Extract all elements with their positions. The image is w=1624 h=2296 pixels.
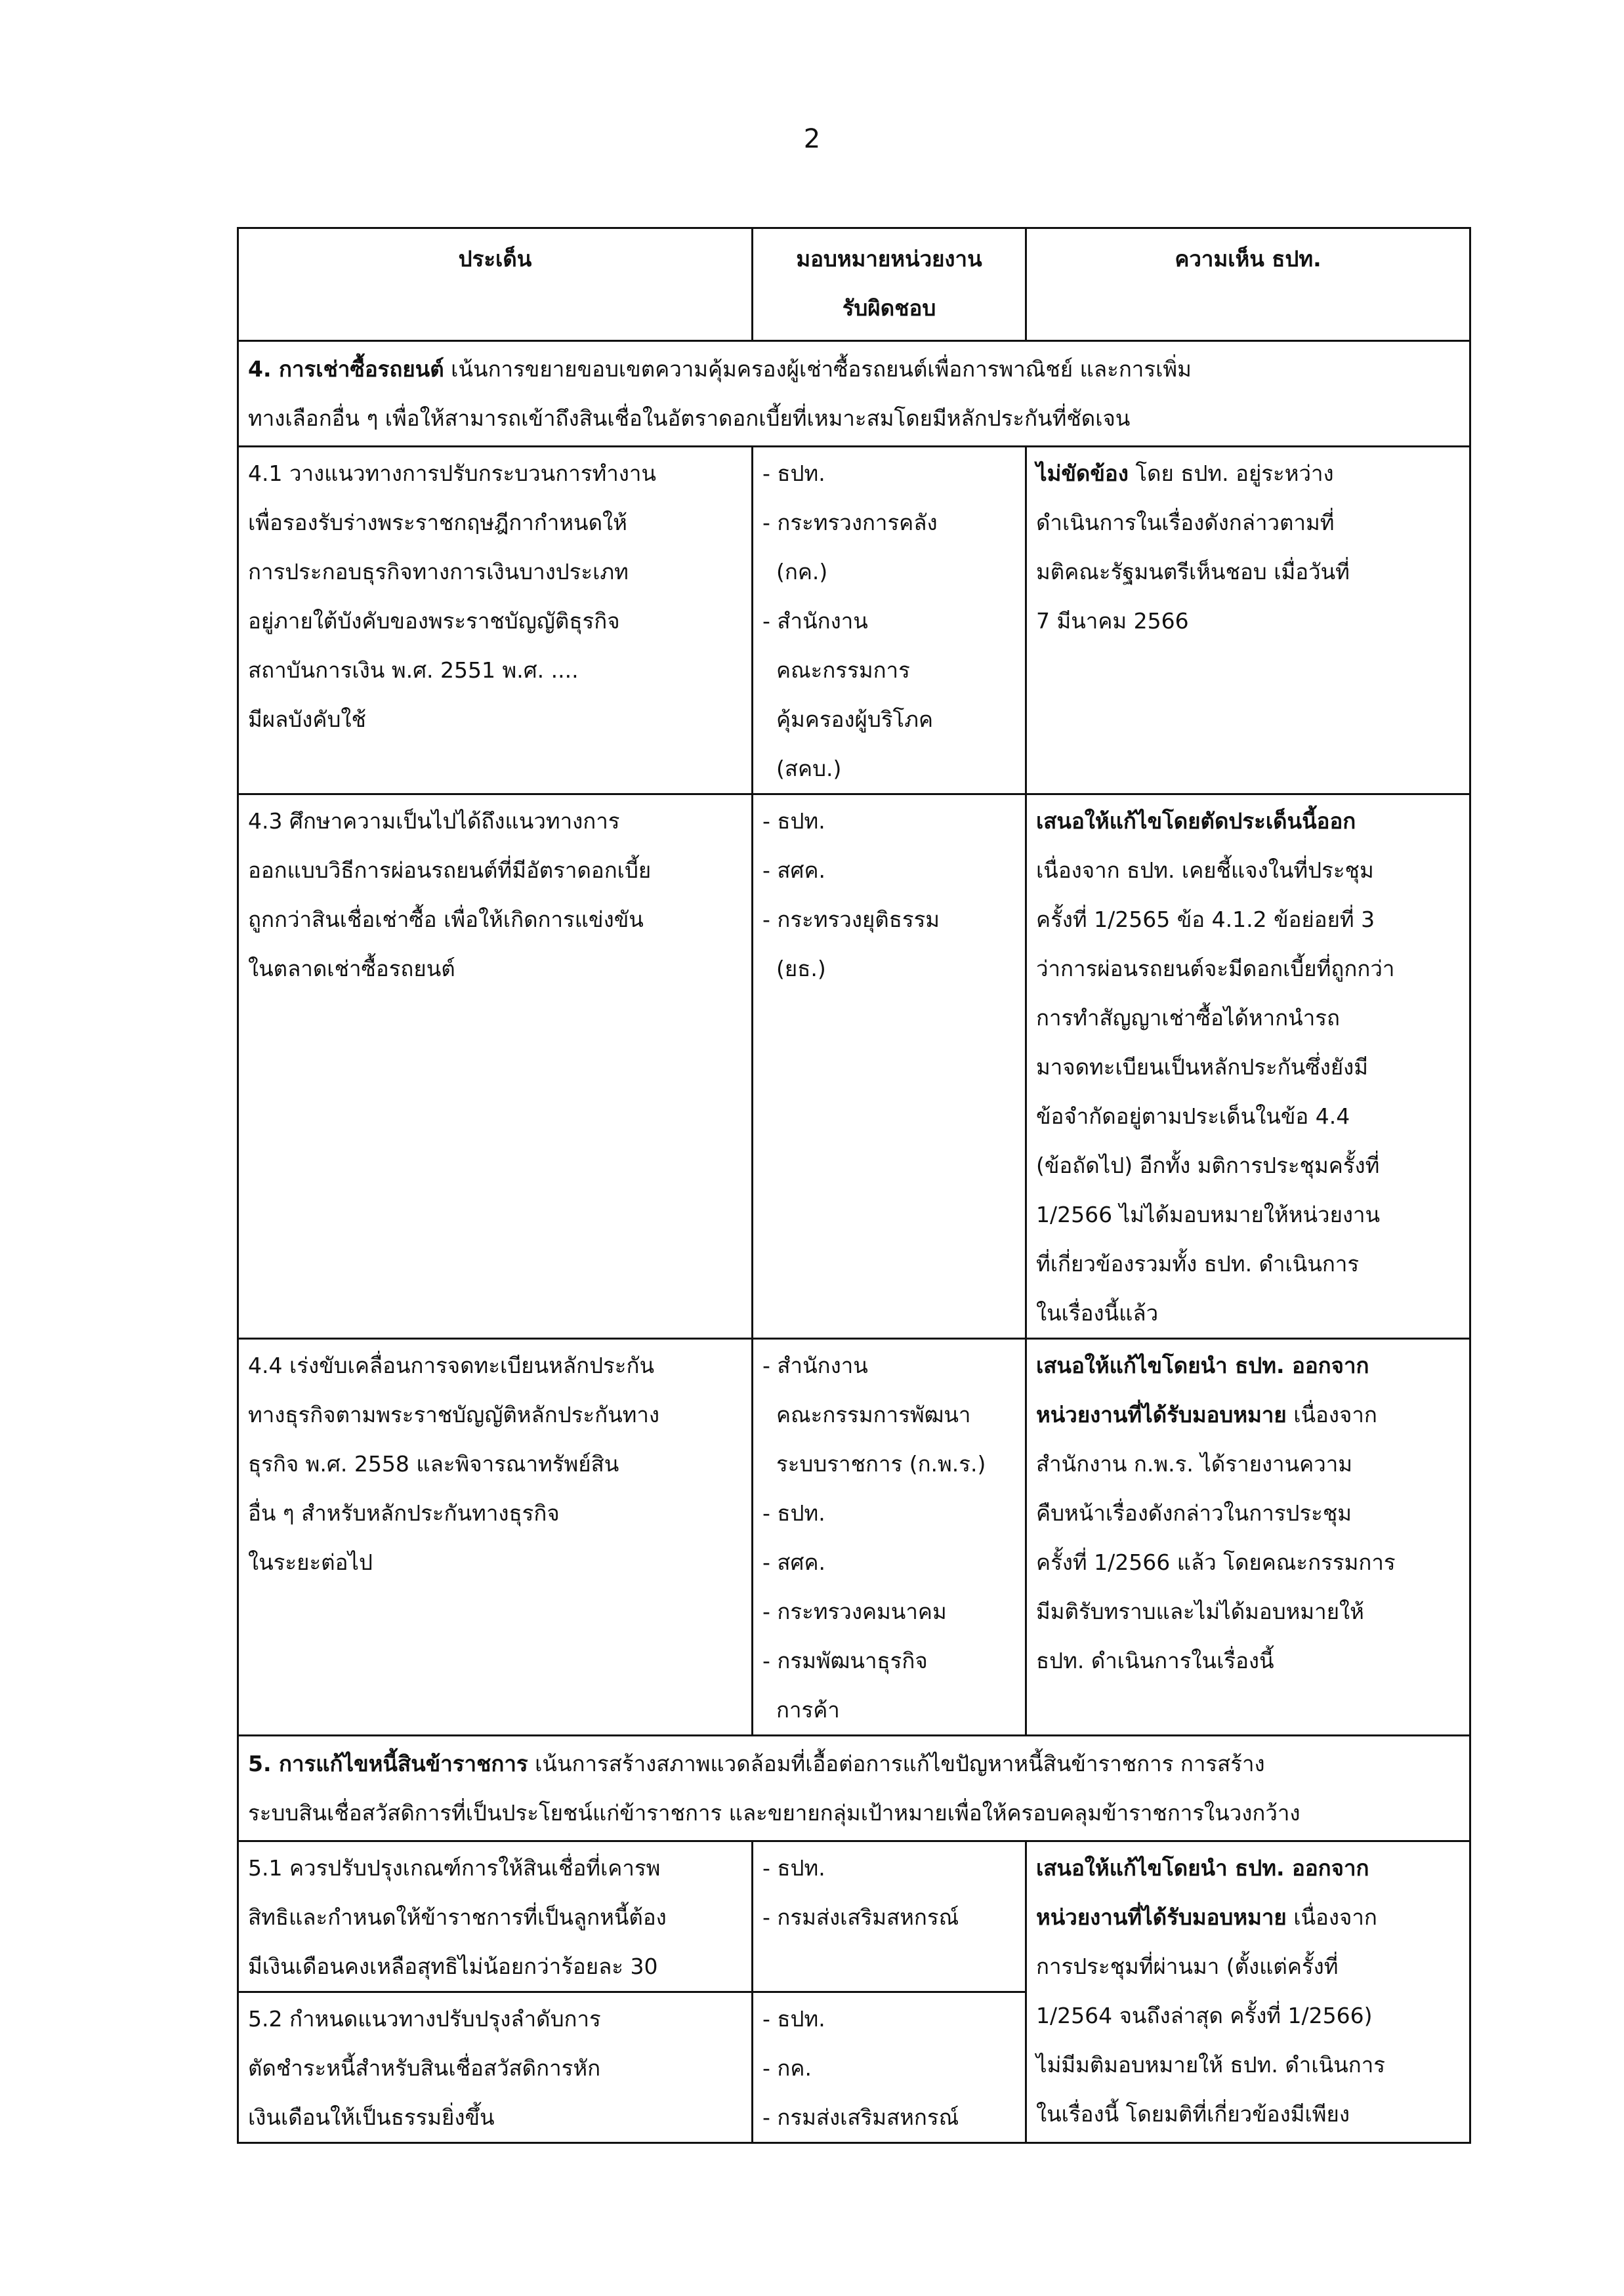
- assigned-cell: [753, 1992, 1026, 2143]
- assigned-line: - กระทรวงยุติธรรม: [762, 907, 940, 932]
- assigned-line: คุ้มครองผู้บริโภค: [762, 707, 934, 732]
- issue-line: 5.2 กำหนดแนวทางปรับปรุงลำดับการ: [248, 2006, 601, 2032]
- opinion-verdict: เสนอให้แก้ไขโดยนำ ธปท. ออกจาก: [1036, 1353, 1369, 1378]
- issue-cell: [238, 1841, 753, 1992]
- assigned-line: - กระทรวงการคลัง: [762, 510, 938, 535]
- issue-cell: [238, 447, 753, 794]
- issue-cell: [238, 794, 753, 1339]
- assigned-line: (กค.): [762, 559, 828, 584]
- opinion-line: ในเรื่องนี้ โดยมติที่เกี่ยวข้องมีเพียง: [1036, 2101, 1350, 2127]
- table-header-row: [238, 228, 1470, 341]
- section-4-line1: [248, 344, 1460, 394]
- opinion-text: เนื่องจาก: [1286, 1402, 1377, 1427]
- issue-line: มีเงินเดือนคงเหลือสุทธิไม่น้อยกว่าร้อยละ 30: [248, 1954, 658, 1979]
- assigned-line: การค้า: [762, 1697, 840, 1723]
- opinion-line: ในเรื่องนี้แล้ว: [1036, 1300, 1159, 1326]
- opinion-line: ครั้งที่ 1/2566 แล้ว โดยคณะกรรมการ: [1036, 1549, 1396, 1575]
- assigned-line: ระบบราชการ (ก.พ.ร.): [762, 1451, 986, 1477]
- assigned-line: - สศค.: [762, 857, 826, 883]
- issue-line: สถาบันการเงิน พ.ศ. 2551 พ.ศ. ....: [248, 657, 579, 683]
- opinion-line: ธปท. ดำเนินการในเรื่องนี้: [1036, 1648, 1274, 1673]
- header-issue-label: ประเด็น: [458, 246, 532, 272]
- issue-cell: [238, 1992, 753, 2143]
- opinion-line: สำนักงาน ก.พ.ร. ได้รายงานความ: [1036, 1451, 1353, 1477]
- issue-line: ทางธุรกิจตามพระราชบัญญัติหลักประกันทาง: [248, 1402, 660, 1427]
- assigned-line: - กรมส่งเสริมสหกรณ์: [762, 1904, 959, 1930]
- responsibility-table: [237, 227, 1471, 2144]
- table-row-4-3: [238, 794, 1470, 1339]
- opinion-line: 7 มีนาคม 2566: [1036, 608, 1189, 634]
- opinion-verdict: ไม่ขัดข้อง: [1036, 461, 1129, 486]
- issue-line: 4.4 เร่งขับเคลื่อนการจดทะเบียนหลักประกัน: [248, 1353, 655, 1378]
- issue-line: 5.1 ควรปรับปรุงเกณฑ์การให้สินเชื่อที่เคารพ: [248, 1855, 661, 1881]
- opinion-verdict: เสนอให้แก้ไขโดยนำ ธปท. ออกจาก: [1036, 1855, 1369, 1881]
- opinion-line: [1036, 1390, 1460, 1439]
- issue-line: เพื่อรองรับร่างพระราชกฤษฎีกากำหนดให้: [248, 510, 627, 535]
- opinion-line: ว่าการผ่อนรถยนต์จะมีดอกเบี้ยที่ถูกกว่า: [1036, 956, 1395, 981]
- assigned-line: - สำนักงาน: [762, 608, 868, 634]
- opinion-line: ดำเนินการในเรื่องดังกล่าวตามที่: [1036, 510, 1335, 535]
- assigned-line: - ธปท.: [762, 1855, 825, 1881]
- opinion-line: การประชุมที่ผ่านมา (ตั้งแต่ครั้งที่: [1036, 1954, 1339, 1979]
- section-4-line2: ทางเลือกอื่น ๆ เพื่อให้สามารถเข้าถึงสินเชื่อในอัตราดอกเบี้ยที่เหมาะสมโดยมีหลักประกันที่ชัดเจน: [248, 405, 1131, 431]
- issue-line: ในตลาดเช่าซื้อรถยนต์: [248, 956, 455, 981]
- assigned-line: คณะกรรมการพัฒนา: [762, 1402, 971, 1427]
- issue-line: 4.3 ศึกษาความเป็นไปได้ถึงแนวทางการ: [248, 808, 620, 834]
- table-row-4-4: [238, 1339, 1470, 1736]
- opinion-line: ที่เกี่ยวข้องรวมทั้ง ธปท. ดำเนินการ: [1036, 1251, 1360, 1277]
- header-assigned-line1: มอบหมายหน่วยงาน: [796, 246, 982, 272]
- opinion-line: เนื่องจาก ธปท. เคยชี้แจงในที่ประชุม: [1036, 857, 1374, 883]
- issue-line: 4.1 วางแนวทางการปรับกระบวนการทำงาน: [248, 461, 656, 486]
- issue-line: เงินเดือนให้เป็นธรรมยิ่งขึ้น: [248, 2104, 495, 2130]
- opinion-verdict: หน่วยงานที่ได้รับมอบหมาย: [1036, 1402, 1287, 1427]
- issue-line: การประกอบธุรกิจทางการเงินบางประเภท: [248, 559, 629, 584]
- table-row-4-1: [238, 447, 1470, 794]
- section-5-title: 5. การแก้ไขหนี้สินข้าราชการ: [248, 1751, 528, 1776]
- section-4-row: [238, 341, 1470, 447]
- header-issue: [238, 228, 753, 341]
- header-opinion-label: ความเห็น ธปท.: [1175, 246, 1322, 272]
- assigned-line: - กค.: [762, 2055, 812, 2081]
- assigned-cell: [753, 1339, 1026, 1736]
- assigned-cell: [753, 447, 1026, 794]
- opinion-cell: [1026, 447, 1470, 794]
- opinion-line: มติคณะรัฐมนตรีเห็นชอบ เมื่อวันที่: [1036, 559, 1350, 584]
- opinion-line: ไม่มีมติมอบหมายให้ ธปท. ดำเนินการ: [1036, 2052, 1385, 2078]
- section-5-line2: ระบบสินเชื่อสวัสดิการที่เป็นประโยชน์แก่ข้าราชการ และขยายกลุ่มเป้าหมายเพื่อให้ครอบคลุมข้าราชการในวงกว้าง: [248, 1800, 1301, 1826]
- opinion-line: 1/2564 จนถึงล่าสุด ครั้งที่ 1/2566): [1036, 2003, 1373, 2028]
- issue-line: มีผลบังคับใช้: [248, 707, 366, 732]
- issue-line: อื่น ๆ สำหรับหลักประกันทางธุรกิจ: [248, 1500, 560, 1526]
- opinion-line: ครั้งที่ 1/2565 ข้อ 4.1.2 ข้อย่อยที่ 3: [1036, 907, 1375, 932]
- assigned-line: - สศค.: [762, 1549, 826, 1575]
- assigned-line: - กระทรวงคมนาคม: [762, 1599, 947, 1624]
- section-4-heading: [238, 341, 1470, 447]
- issue-line: ธุรกิจ พ.ศ. 2558 และพิจารณาทรัพย์สิน: [248, 1451, 619, 1477]
- opinion-cell-merged: [1026, 1841, 1470, 2143]
- issue-line: สิทธิและกำหนดให้ข้าราชการที่เป็นลูกหนี้ต้อง: [248, 1904, 667, 1930]
- section-5-heading: [238, 1736, 1470, 1841]
- section-4-desc: เน้นการขยายขอบเขตความคุ้มครองผู้เช่าซื้อรถยนต์เพื่อการพาณิชย์ และการเพิ่ม: [444, 356, 1192, 382]
- issue-line: ออกแบบวิธีการผ่อนรถยนต์ที่มีอัตราดอกเบี้ย: [248, 857, 652, 883]
- page-number: 2: [803, 124, 821, 154]
- section-5-line1: [248, 1739, 1460, 1788]
- header-assigned: [753, 228, 1026, 341]
- section-5-desc: เน้นการสร้างสภาพแวดล้อมที่เอื้อต่อการแก้ไขปัญหาหนี้สินข้าราชการ การสร้าง: [528, 1751, 1265, 1776]
- assigned-line: - ธปท.: [762, 1500, 825, 1526]
- section-4-title: 4. การเช่าซื้อรถยนต์: [248, 356, 444, 382]
- opinion-line: การทำสัญญาเช่าซื้อได้หากนำรถ: [1036, 1005, 1340, 1031]
- assigned-line: - ธปท.: [762, 2006, 825, 2032]
- header-opinion: [1026, 228, 1470, 341]
- assigned-line: (ยธ.): [762, 956, 826, 981]
- opinion-line: คืบหน้าเรื่องดังกล่าวในการประชุม: [1036, 1500, 1352, 1526]
- issue-line: ตัดชำระหนี้สำหรับสินเชื่อสวัสดิการหัก: [248, 2055, 601, 2081]
- table-row-5-1: [238, 1841, 1470, 1992]
- assigned-line: คณะกรรมการ: [762, 657, 910, 683]
- opinion-line: [1036, 449, 1460, 498]
- assigned-line: - กรมส่งเสริมสหกรณ์: [762, 2104, 959, 2130]
- opinion-cell: [1026, 1339, 1470, 1736]
- issue-line: ในระยะต่อไป: [248, 1549, 373, 1575]
- opinion-text: โดย ธปท. อยู่ระหว่าง: [1128, 461, 1334, 486]
- opinion-verdict: เสนอให้แก้ไขโดยตัดประเด็นนี้ออก: [1036, 808, 1356, 834]
- section-5-row: [238, 1736, 1470, 1841]
- opinion-line: [1036, 1893, 1460, 1942]
- assigned-line: (สคบ.): [762, 756, 842, 781]
- opinion-line: มีมติรับทราบและไม่ได้มอบหมายให้: [1036, 1599, 1364, 1624]
- header-assigned-line2: รับผิดชอบ: [842, 295, 936, 321]
- issue-line: ถูกกว่าสินเชื่อเช่าซื้อ เพื่อให้เกิดการแข่งขัน: [248, 907, 644, 932]
- issue-cell: [238, 1339, 753, 1736]
- assigned-cell: [753, 794, 1026, 1339]
- opinion-line: (ข้อถัดไป) อีกทั้ง มติการประชุมครั้งที่: [1036, 1153, 1380, 1178]
- assigned-line: - ธปท.: [762, 461, 825, 486]
- opinion-line: ข้อจำกัดอยู่ตามประเด็นในข้อ 4.4: [1036, 1103, 1350, 1129]
- assigned-line: - กรมพัฒนาธุรกิจ: [762, 1648, 928, 1673]
- assigned-line: - ธปท.: [762, 808, 825, 834]
- opinion-line: มาจดทะเบียนเป็นหลักประกันซึ่งยังมี: [1036, 1054, 1369, 1080]
- opinion-verdict: หน่วยงานที่ได้รับมอบหมาย: [1036, 1904, 1287, 1930]
- assigned-line: - สำนักงาน: [762, 1353, 868, 1378]
- assigned-cell: [753, 1841, 1026, 1992]
- issue-line: อยู่ภายใต้บังคับของพระราชบัญญัติธุรกิจ: [248, 608, 620, 634]
- opinion-line: 1/2566 ไม่ได้มอบหมายให้หน่วยงาน: [1036, 1202, 1381, 1227]
- opinion-text: เนื่องจาก: [1286, 1904, 1377, 1930]
- opinion-cell: [1026, 794, 1470, 1339]
